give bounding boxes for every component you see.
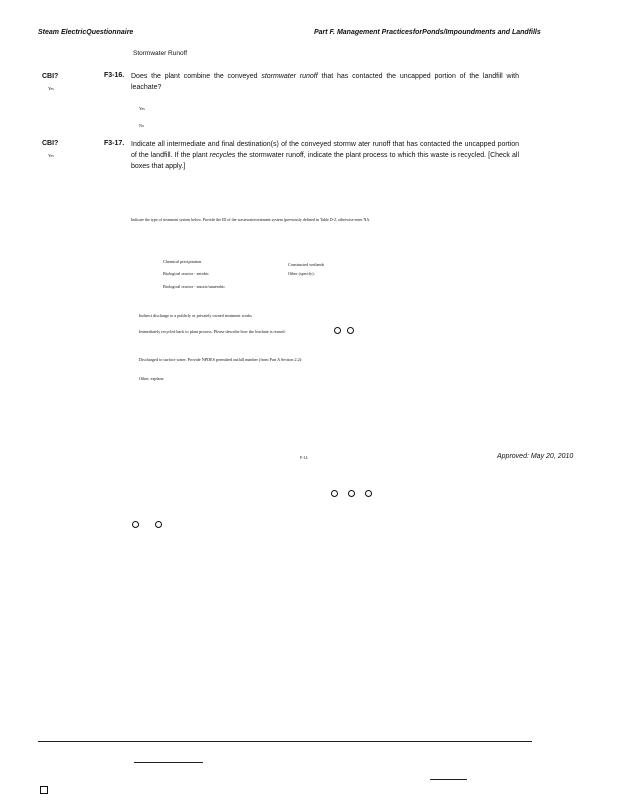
q17-number: F3-17. <box>104 140 125 147</box>
horizontal-rule <box>38 741 532 742</box>
q16-text: Does the plant combine the conveyed stormwater runoff that has contacted the uncapped portion of the landfill with leachate? <box>131 73 520 91</box>
destination-potw[interactable]: Indirect discharge to a publicly or privately owned treatment works <box>139 313 252 318</box>
q16-option-yes[interactable]: Yes <box>139 106 145 111</box>
destination-recycled[interactable]: Immediately recycled back to plant process. Please describe how the leachate is reused: <box>139 329 286 334</box>
q17-cbi-yes[interactable]: Yes <box>48 153 54 158</box>
page-number: F-14 <box>300 455 308 460</box>
approved-date: Approved: May 20, 2010 <box>497 453 574 460</box>
q17-text: Indicate all intermediate and final destination(s) of the conveyed stormw ater runoff that has contacted the uncapped portion of the landfill. If the plant recycles the stormwater runoff, indicate the plant process to which this waste is recycled. [Check all boxes that apply.] <box>131 141 520 170</box>
destination-other[interactable]: Other, explain: <box>139 376 164 381</box>
checkbox[interactable] <box>40 786 48 794</box>
header-left: Steam ElectricQuestionnaire <box>38 29 134 36</box>
treatment-instruction: Indicate the type of treatment system below. Provide the ID of the wastewatertreatment system (previously defined in Table D-2, otherwise enter NA. <box>131 217 371 222</box>
stray-radio-2[interactable] <box>348 490 355 497</box>
q16-number: F3-16. <box>104 72 125 79</box>
option-constructed-wetlands[interactable]: Constructed wetlands <box>288 262 325 267</box>
q16-cbi-yes[interactable]: Yes <box>48 86 54 91</box>
recycled-radio-yes[interactable] <box>334 327 341 334</box>
option-bio-reactor-anaerobic[interactable]: Biological reactor - anoxic/anaerobic <box>163 284 226 289</box>
stray-radio-1[interactable] <box>331 490 338 497</box>
q16-option-no[interactable]: No <box>139 123 144 128</box>
option-bio-reactor-aerobic[interactable]: Biological reactor - aerobic <box>163 271 209 276</box>
option-other-specify[interactable]: Other (specify): <box>288 271 315 276</box>
stray-radio-5[interactable] <box>155 521 162 528</box>
destination-surface-water[interactable]: Discharged to surface water. Provide NPDES permitted outfall number (from Part A Section 2.2): <box>139 357 303 362</box>
stray-radio-4[interactable] <box>132 521 139 528</box>
stray-radio-3[interactable] <box>365 490 372 497</box>
q16-cbi-label: CBI? <box>42 73 59 80</box>
option-chemical-precipitation[interactable]: Chemical precipitation <box>163 259 202 264</box>
underline-short-1 <box>134 762 203 763</box>
section-label: Stormwater Runoff <box>133 50 188 57</box>
underline-short-2 <box>430 779 467 780</box>
recycled-radio-no[interactable] <box>347 327 354 334</box>
q17-cbi-label: CBI? <box>42 140 59 147</box>
header-right: Part F. Management PracticesforPonds/Impoundments and Landfills <box>314 29 541 36</box>
